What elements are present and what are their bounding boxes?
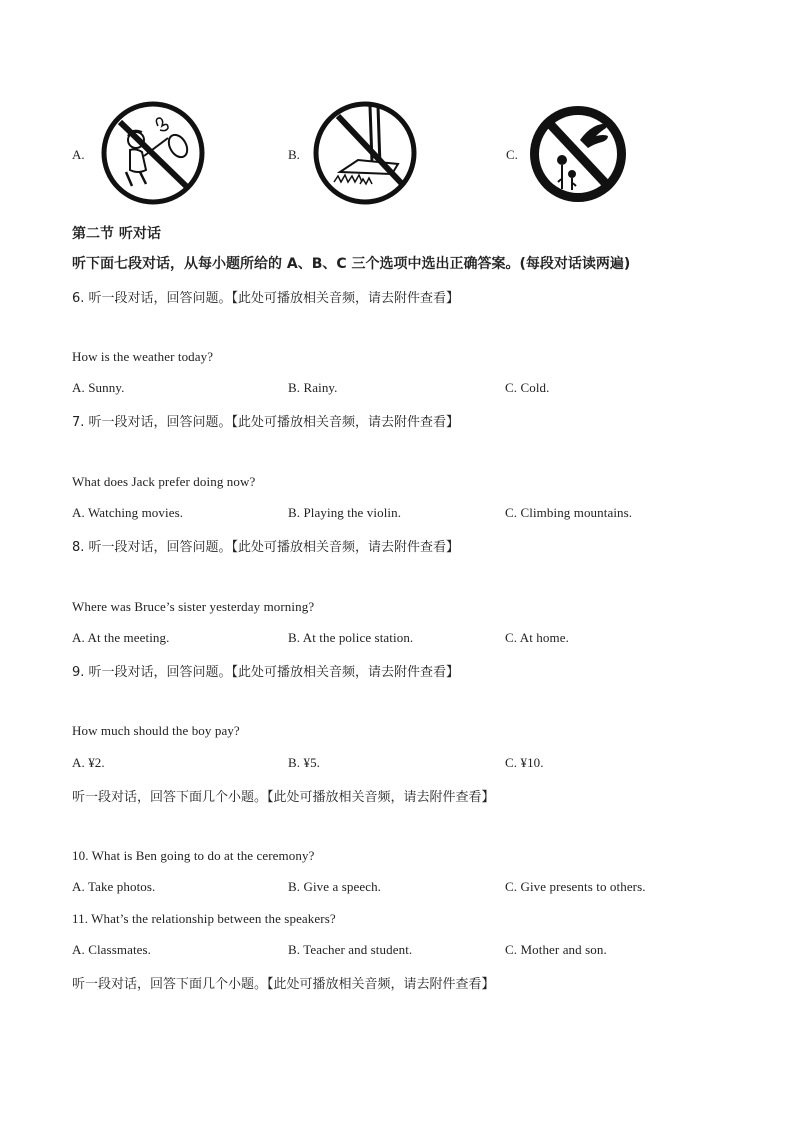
no-picking-flowers-icon [528, 102, 628, 206]
q6-question: How is the weather today? [72, 349, 214, 364]
q7-option-b[interactable]: B. Playing the violin. [288, 505, 402, 520]
group2-prompt: 听一段对话，回答下面几个小题。【此处可播放相关音频，请去附件查看】 [72, 977, 495, 992]
sign-a-label: A. [72, 147, 85, 162]
q10-question: 10. What is Ben going to do at the ceremony? [72, 848, 315, 863]
q6-option-c[interactable]: C. Cold. [505, 380, 550, 395]
q8-option-a[interactable]: A. At the meeting. [72, 630, 170, 645]
q9-option-a[interactable]: A. ¥2. [72, 755, 105, 770]
q6-option-b[interactable]: B. Rainy. [288, 380, 338, 395]
q9-option-c[interactable]: C. ¥10. [505, 755, 544, 770]
no-catching-butterflies-icon [100, 100, 206, 206]
q9-option-b[interactable]: B. ¥5. [288, 755, 321, 770]
q6-prompt: 6. 听一段对话，回答问题。【此处可播放相关音频，请去附件查看】 [72, 291, 460, 306]
q7-prompt: 7. 听一段对话，回答问题。【此处可播放相关音频，请去附件查看】 [72, 415, 460, 430]
section-instruction: 听下面七段对话，从每小题所给的 A、B、C 三个选项中选出正确答案。(每段对话读两遍) [72, 256, 631, 272]
q6-option-a[interactable]: A. Sunny. [72, 380, 125, 395]
q9-prompt: 9. 听一段对话，回答问题。【此处可播放相关音频，请去附件查看】 [72, 665, 460, 680]
group1-prompt: 听一段对话，回答下面几个小题。【此处可播放相关音频，请去附件查看】 [72, 790, 495, 805]
q9-question: How much should the boy pay? [72, 723, 240, 738]
q7-option-a[interactable]: A. Watching movies. [72, 505, 184, 520]
q10-option-a[interactable]: A. Take photos. [72, 879, 156, 894]
no-catching-butterflies-sign [100, 100, 206, 206]
q11-option-b[interactable]: B. Teacher and student. [288, 942, 413, 957]
no-stepping-on-grass-icon [312, 100, 418, 206]
q10-option-b[interactable]: B. Give a speech. [288, 879, 382, 894]
no-stepping-on-grass-sign [312, 100, 418, 206]
section-title: 第二节 听对话 [72, 226, 161, 242]
q8-option-c[interactable]: C. At home. [505, 630, 569, 645]
q7-question: What does Jack prefer doing now? [72, 474, 256, 489]
sign-c-label: C. [506, 147, 518, 162]
q8-prompt: 8. 听一段对话，回答问题。【此处可播放相关音频，请去附件查看】 [72, 540, 460, 555]
q11-option-a[interactable]: A. Classmates. [72, 942, 152, 957]
q8-option-b[interactable]: B. At the police station. [288, 630, 414, 645]
no-picking-flowers-sign [528, 102, 628, 206]
q7-option-c[interactable]: C. Climbing mountains. [505, 505, 633, 520]
q8-question: Where was Bruce’s sister yesterday morning? [72, 599, 315, 614]
sign-b-label: B. [288, 147, 300, 162]
q11-question: 11. What’s the relationship between the speakers? [72, 911, 336, 926]
q11-option-c[interactable]: C. Mother and son. [505, 942, 607, 957]
q10-option-c[interactable]: C. Give presents to others. [505, 879, 646, 894]
